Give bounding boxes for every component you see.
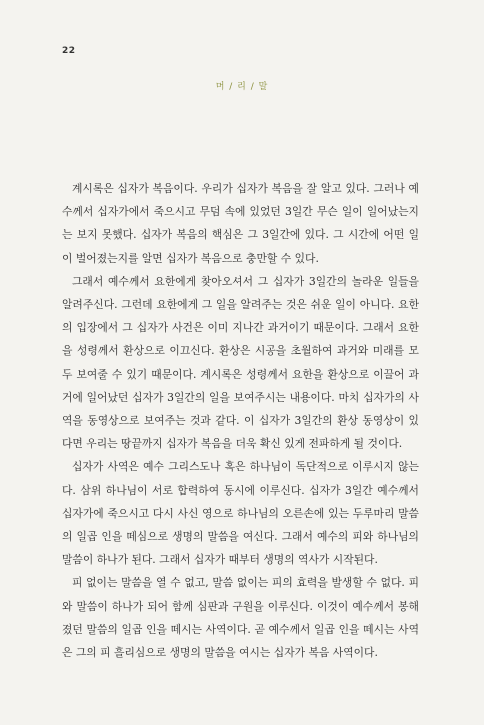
paragraph: 십자가 사역은 예수 그리스도나 혹은 하나님이 독단적으로 이루시지 않는다. 삼위 하나님이 서로 합력하여 동시에 이루신다. 십자가 3일간 예수께서 십자가에 죽으시고 다시 사신 영으로 하나님의 오른손에 있는 두루마리 말씀의 일곱 인을 떼심으로 생명의 말씀을 여신다. 그래서 예수의 피와 하나님의 말씀이 하나가 된다. 그래서 십자가 때부터 생명의 역사가 시작된다. bbox=[62, 460, 419, 567]
paragraph: 피 없이는 말씀을 열 수 없고, 말씀 없이는 피의 효력을 발생할 수 없다. 피와 말씀이 하나가 되어 함께 심판과 구원을 이루신다. 이것이 예수께서 봉해졌던 말씀의 일곱 인을 떼시는 사역이다. 곧 예수께서 일곱 인을 떼시는 사역은 그의 피 흘리심으로 생명의 말씀을 여시는 십자가 복음 사역이다. bbox=[62, 576, 419, 660]
body-text bbox=[62, 177, 419, 664]
paragraph: 계시록은 십자가 복음이다. 우리가 십자가 복음을 잘 알고 있다. 그러나 예수께서 십자가에서 죽으시고 무덤 속에 있었던 3일간 무슨 일이 일어났는지는 보지 못했다. 십자가 복음의 핵심은 그 3일간에 있다. 그 시간에 어떤 일이 벌어졌는지를 알면 십자가 복음으로 충만할 수 있다. bbox=[62, 182, 419, 265]
page-number: 22 bbox=[62, 46, 76, 56]
paragraph: 그래서 예수께서 요한에게 찾아오셔서 그 십자가 3일간의 놀라운 일들을 알려주신다. 그런데 요한에게 그 일을 알려주는 것은 쉬운 일이 아니다. 요한의 입장에서 그 십자가 사건은 이미 지나간 과거이기 때문이다. 그래서 요한을 성령께서 환상으로 이끄신다. 환상은 시공을 초월하여 과거와 미래를 모두 보여줄 수 있기 때문이다. 계시록은 성령께서 요한을 환상으로 이끌어 과거에 일어났던 십자가 3일간의 일을 보여주시는 내용이다. 마치 십자가의 사역을 동영상으로 보여주는 것과 같다. 이 십자가 3일간의 환상 동영상이 있다면 우리는 땅끝까지 십자가 복음을 더욱 확신 있게 전파하게 될 것이다. bbox=[62, 274, 419, 451]
running-head: 머 / 리 / 말 bbox=[215, 82, 269, 92]
